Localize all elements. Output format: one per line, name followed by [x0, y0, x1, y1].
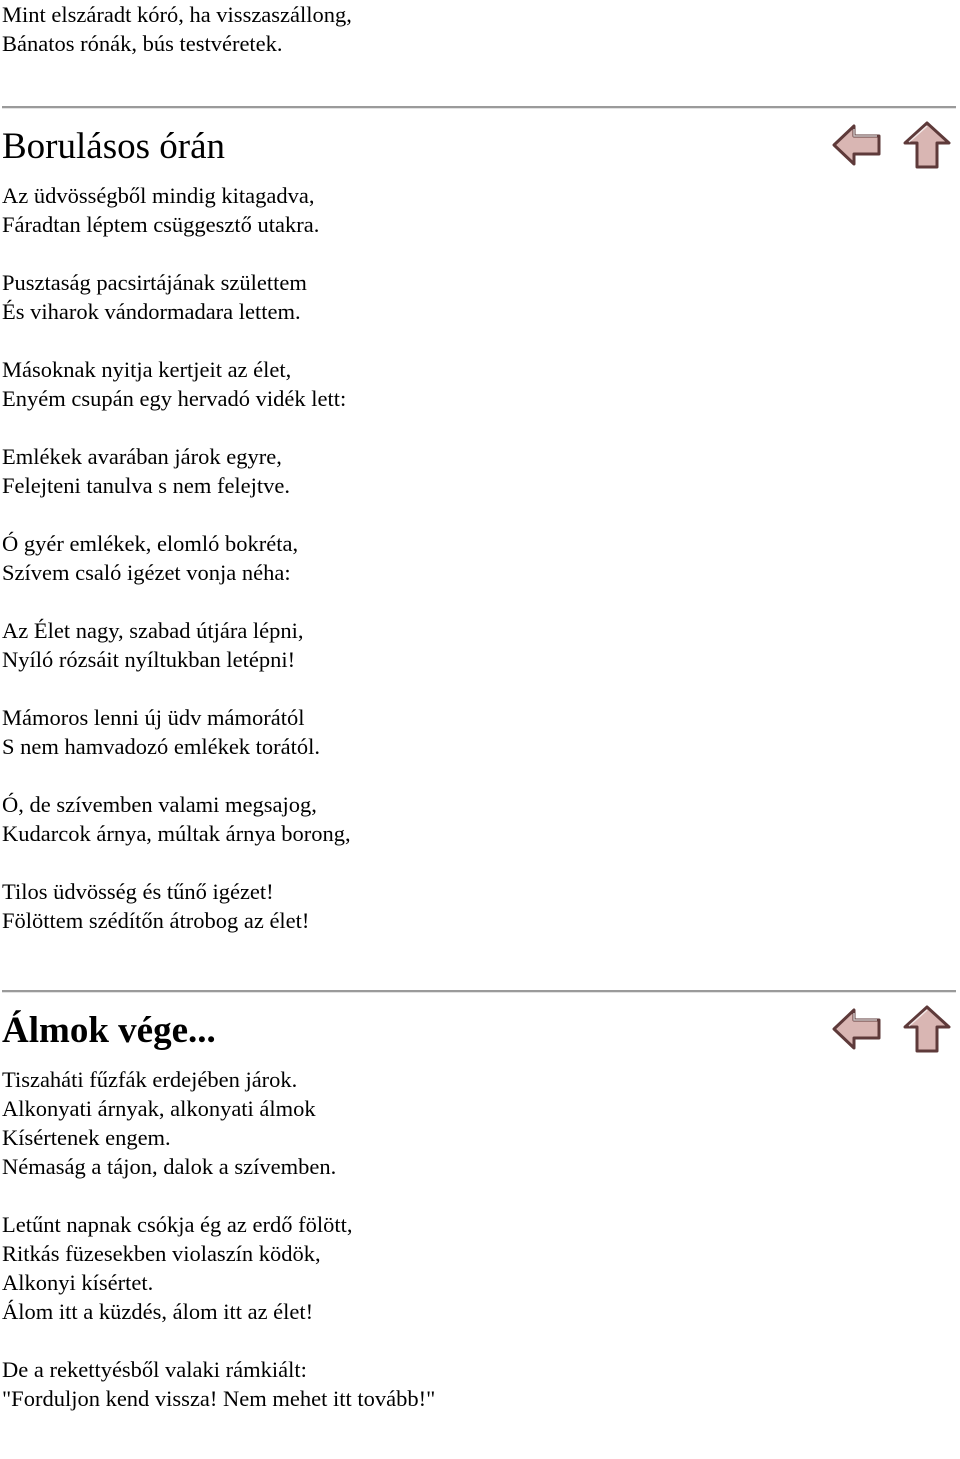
arrow-up-icon	[902, 121, 952, 169]
verse-line: Tiszaháti fűzfák erdejében járok.	[2, 1067, 298, 1092]
arrow-left-icon	[832, 1005, 882, 1053]
poem-page	[2, 0, 956, 1413]
verse-line: Tilos üdvösség és tűnő igézet!	[2, 879, 274, 904]
verse-line: Kudarcok árnya, múltak árnya borong,	[2, 821, 351, 846]
verse-line: Az üdvösségből mindig kitagadva,	[2, 183, 315, 208]
poem-body	[2, 181, 956, 935]
verse-line: Álom itt a küzdés, álom itt az élet!	[2, 1299, 314, 1324]
verse-line: Alkonyati árnyak, alkonyati álmok	[2, 1096, 316, 1121]
verse-line: Az Élet nagy, szabad útjára lépni,	[2, 618, 304, 643]
stanza	[2, 355, 956, 413]
stanza	[2, 1210, 956, 1326]
stanza	[2, 703, 956, 761]
verse-line: S nem hamvadozó emlékek torától.	[2, 734, 321, 759]
poem-body	[2, 1065, 956, 1413]
verse-line: Pusztaság pacsirtájának születtem	[2, 270, 307, 295]
stanza	[2, 442, 956, 500]
verse-line: Emlékek avarában járok egyre,	[2, 444, 282, 469]
verse-line: Enyém csupán egy hervadó vidék lett:	[2, 386, 347, 411]
verse-line: Szívem csaló igézet vonja néha:	[2, 560, 291, 585]
verse-line: Nyíló rózsáit nyíltukban letépni!	[2, 647, 296, 672]
verse-line: Letűnt napnak csókja ég az erdő fölött,	[2, 1212, 353, 1237]
poem-nav	[832, 1005, 956, 1055]
poem-title: Borulásos órán	[2, 126, 225, 167]
verse-line: Némaság a tájon, dalok a szívemben.	[2, 1154, 337, 1179]
arrow-left-icon	[832, 121, 882, 169]
verse-line: Mámoros lenni új üdv mámorától	[2, 705, 305, 730]
verse-line: Ó, de szívemben valami megsajog,	[2, 792, 317, 817]
spacer	[2, 58, 956, 106]
previous-button[interactable]	[832, 121, 882, 169]
intro-stanza	[2, 0, 956, 58]
verse-line: Ó gyér emlékek, elomló bokréta,	[2, 531, 299, 556]
stanza	[2, 616, 956, 674]
verse-line: Felejteni tanulva s nem felejtve.	[2, 473, 291, 498]
up-button[interactable]	[902, 1005, 952, 1053]
verse-line: Fölöttem szédítőn átrobog az élet!	[2, 908, 310, 933]
up-button[interactable]	[902, 121, 952, 169]
intro-line-1: Mint elszáradt kóró, ha visszaszállong,	[2, 2, 352, 27]
previous-button[interactable]	[832, 1005, 882, 1053]
spacer	[2, 935, 956, 990]
verse-line: De a rekettyésből valaki rámkiált:	[2, 1357, 307, 1382]
poem-nav	[832, 121, 956, 171]
verse-line: Kísértenek engem.	[2, 1125, 171, 1150]
stanza	[2, 790, 956, 848]
poem-header	[2, 109, 956, 181]
poem-title: Álmok vége...	[2, 1010, 216, 1051]
verse-line: És viharok vándormadara lettem.	[2, 299, 301, 324]
stanza	[2, 181, 956, 239]
intro-line-2: Bánatos rónák, bús testvéretek.	[2, 31, 283, 56]
stanza	[2, 268, 956, 326]
stanza	[2, 1065, 956, 1181]
stanza	[2, 1355, 956, 1413]
verse-line: Alkonyi kísértet.	[2, 1270, 154, 1295]
stanza	[2, 529, 956, 587]
verse-line: "Forduljon kend vissza! Nem mehet itt tovább!"	[2, 1386, 436, 1411]
poem-header	[2, 993, 956, 1065]
verse-line: Fáradtan léptem csüggesztő utakra.	[2, 212, 320, 237]
arrow-up-icon	[902, 1005, 952, 1053]
verse-line: Ritkás füzesekben violaszín ködök,	[2, 1241, 321, 1266]
verse-line: Másoknak nyitja kertjeit az élet,	[2, 357, 292, 382]
stanza	[2, 877, 956, 935]
